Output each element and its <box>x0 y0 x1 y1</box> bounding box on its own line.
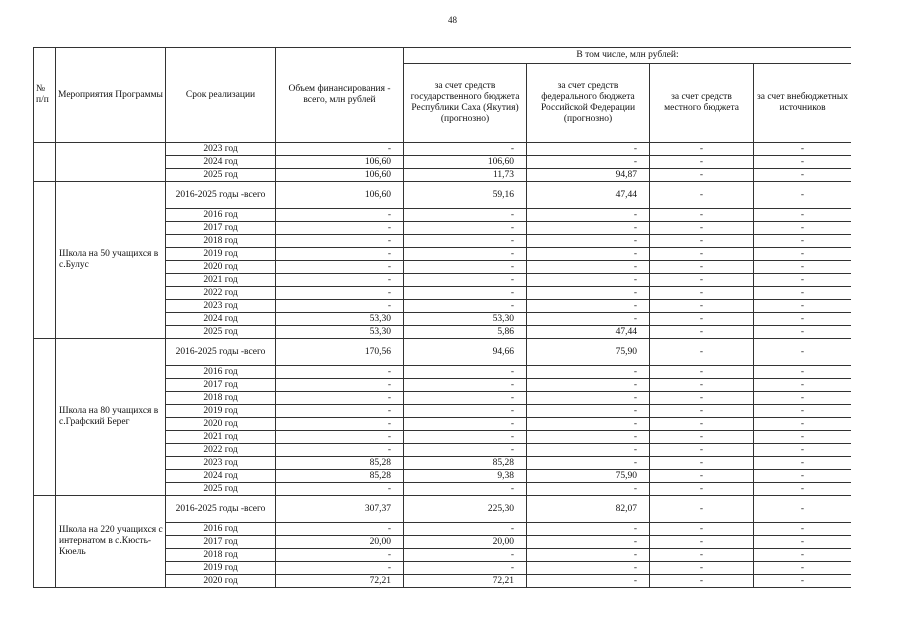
cell-republic: 72,21 <box>404 575 527 588</box>
cell-term: 2018 год <box>166 392 276 405</box>
cell-federal: - <box>527 209 650 222</box>
cell-volume: - <box>276 222 404 235</box>
cell-local: - <box>650 379 754 392</box>
cell-republic: 5,86 <box>404 326 527 339</box>
cell-republic: - <box>404 379 527 392</box>
cell-volume: - <box>276 300 404 313</box>
cell-republic: - <box>404 248 527 261</box>
cell-external: - <box>754 418 852 431</box>
cell-term: 2017 год <box>166 536 276 549</box>
cell-republic: 11,73 <box>404 169 527 182</box>
table-row <box>34 143 852 156</box>
cell-volume: 170,56 <box>276 339 404 366</box>
table-row <box>34 496 852 523</box>
cell-term: 2022 год <box>166 444 276 457</box>
cell-term: 2023 год <box>166 143 276 156</box>
header-name: Мероприятия Программы <box>56 48 166 143</box>
cell-federal: - <box>527 235 650 248</box>
cell-external: - <box>754 222 852 235</box>
cell-external: - <box>754 457 852 470</box>
cell-external: - <box>754 392 852 405</box>
row-index-cell <box>34 339 56 496</box>
cell-term: 2019 год <box>166 405 276 418</box>
cell-external: - <box>754 248 852 261</box>
cell-federal: - <box>527 431 650 444</box>
cell-local: - <box>650 313 754 326</box>
cell-federal: - <box>527 575 650 588</box>
cell-local: - <box>650 235 754 248</box>
cell-volume: - <box>276 287 404 300</box>
cell-local: - <box>650 156 754 169</box>
cell-term: 2016 год <box>166 209 276 222</box>
program-name-cell: Школа на 80 учащихся в с.Графский Берег <box>56 339 166 496</box>
cell-federal: 94,87 <box>527 169 650 182</box>
cell-external: - <box>754 339 852 366</box>
cell-external: - <box>754 562 852 575</box>
cell-term: 2024 год <box>166 313 276 326</box>
cell-term: 2016-2025 годы -всего <box>166 182 276 209</box>
cell-local: - <box>650 444 754 457</box>
cell-local: - <box>650 392 754 405</box>
program-name-cell <box>56 143 166 182</box>
cell-federal: 75,90 <box>527 339 650 366</box>
cell-federal: 47,44 <box>527 182 650 209</box>
cell-volume: - <box>276 248 404 261</box>
cell-federal: - <box>527 261 650 274</box>
cell-volume: 106,60 <box>276 169 404 182</box>
cell-external: - <box>754 235 852 248</box>
cell-volume: - <box>276 392 404 405</box>
cell-volume: 53,30 <box>276 313 404 326</box>
cell-term: 2023 год <box>166 457 276 470</box>
cell-republic: - <box>404 287 527 300</box>
cell-volume: 53,30 <box>276 326 404 339</box>
cell-local: - <box>650 536 754 549</box>
cell-federal: - <box>527 536 650 549</box>
cell-external: - <box>754 379 852 392</box>
cell-term: 2022 год <box>166 287 276 300</box>
header-local: за счет средств местного бюджета <box>650 64 754 143</box>
cell-republic: - <box>404 444 527 457</box>
cell-federal: 75,90 <box>527 470 650 483</box>
cell-federal: - <box>527 444 650 457</box>
cell-external: - <box>754 470 852 483</box>
cell-term: 2021 год <box>166 431 276 444</box>
cell-republic: 94,66 <box>404 339 527 366</box>
cell-republic: - <box>404 523 527 536</box>
cell-term: 2024 год <box>166 470 276 483</box>
cell-local: - <box>650 326 754 339</box>
cell-republic: - <box>404 235 527 248</box>
cell-volume: - <box>276 379 404 392</box>
cell-local: - <box>650 470 754 483</box>
cell-term: 2017 год <box>166 379 276 392</box>
cell-republic: - <box>404 392 527 405</box>
cell-external: - <box>754 405 852 418</box>
cell-federal: - <box>527 156 650 169</box>
cell-local: - <box>650 562 754 575</box>
cell-republic: 225,30 <box>404 496 527 523</box>
cell-volume: 307,37 <box>276 496 404 523</box>
cell-term: 2018 год <box>166 549 276 562</box>
header-index: № п/п <box>34 48 56 143</box>
cell-volume: - <box>276 444 404 457</box>
cell-volume: 85,28 <box>276 457 404 470</box>
cell-federal: - <box>527 274 650 287</box>
table-body <box>34 143 852 588</box>
cell-term: 2016-2025 годы -всего <box>166 339 276 366</box>
cell-external: - <box>754 444 852 457</box>
cell-local: - <box>650 143 754 156</box>
cell-term: 2025 год <box>166 169 276 182</box>
cell-external: - <box>754 536 852 549</box>
cell-federal: - <box>527 483 650 496</box>
cell-volume: - <box>276 483 404 496</box>
cell-volume: - <box>276 366 404 379</box>
cell-external: - <box>754 300 852 313</box>
cell-external: - <box>754 523 852 536</box>
cell-local: - <box>650 575 754 588</box>
cell-federal: - <box>527 418 650 431</box>
cell-local: - <box>650 182 754 209</box>
cell-local: - <box>650 457 754 470</box>
cell-volume: 106,60 <box>276 182 404 209</box>
cell-republic: - <box>404 274 527 287</box>
cell-local: - <box>650 418 754 431</box>
cell-republic: - <box>404 209 527 222</box>
row-index-cell <box>34 143 56 182</box>
cell-volume: - <box>276 405 404 418</box>
cell-republic: - <box>404 143 527 156</box>
program-name-cell: Школа на 220 учащихся с интернатом в с.Кюсть-Кюель <box>56 496 166 588</box>
cell-federal: - <box>527 248 650 261</box>
cell-republic: 53,30 <box>404 313 527 326</box>
cell-external: - <box>754 496 852 523</box>
header-including: В том числе, млн рублей: <box>404 48 852 64</box>
cell-external: - <box>754 209 852 222</box>
header-external: за счет внебюджетных источников <box>754 64 852 143</box>
cell-republic: - <box>404 562 527 575</box>
cell-volume: 72,21 <box>276 575 404 588</box>
cell-federal: - <box>527 392 650 405</box>
cell-volume: - <box>276 549 404 562</box>
cell-republic: 20,00 <box>404 536 527 549</box>
cell-local: - <box>650 366 754 379</box>
header-republic: за счет средств государственного бюджета Республики Саха (Якутия) (прогнозно) <box>404 64 527 143</box>
cell-federal: - <box>527 287 650 300</box>
cell-term: 2019 год <box>166 562 276 575</box>
cell-volume: 106,60 <box>276 156 404 169</box>
cell-local: - <box>650 209 754 222</box>
cell-republic: - <box>404 222 527 235</box>
cell-term: 2020 год <box>166 261 276 274</box>
cell-volume: - <box>276 235 404 248</box>
cell-term: 2016-2025 годы -всего <box>166 496 276 523</box>
cell-republic: - <box>404 366 527 379</box>
header-federal: за счет средств федерального бюджета Российской Федерации (прогнозно) <box>527 64 650 143</box>
cell-republic: - <box>404 418 527 431</box>
cell-republic: - <box>404 261 527 274</box>
cell-republic: - <box>404 549 527 562</box>
cell-term: 2016 год <box>166 523 276 536</box>
cell-local: - <box>650 261 754 274</box>
cell-volume: - <box>276 143 404 156</box>
row-index-cell <box>34 496 56 588</box>
cell-term: 2025 год <box>166 483 276 496</box>
cell-federal: - <box>527 405 650 418</box>
table-row <box>34 339 852 366</box>
cell-local: - <box>650 431 754 444</box>
cell-local: - <box>650 483 754 496</box>
financing-table-sheet <box>33 47 851 640</box>
cell-volume: - <box>276 209 404 222</box>
cell-external: - <box>754 549 852 562</box>
cell-federal: - <box>527 300 650 313</box>
cell-federal: 82,07 <box>527 496 650 523</box>
cell-federal: - <box>527 313 650 326</box>
cell-volume: - <box>276 418 404 431</box>
cell-external: - <box>754 182 852 209</box>
cell-republic: - <box>404 405 527 418</box>
cell-volume: - <box>276 261 404 274</box>
cell-republic: - <box>404 431 527 444</box>
row-index-cell <box>34 182 56 339</box>
cell-term: 2025 год <box>166 326 276 339</box>
cell-republic: 59,16 <box>404 182 527 209</box>
header-term: Срок реализации <box>166 48 276 143</box>
cell-external: - <box>754 366 852 379</box>
cell-external: - <box>754 326 852 339</box>
cell-external: - <box>754 575 852 588</box>
cell-local: - <box>650 274 754 287</box>
cell-term: 2020 год <box>166 418 276 431</box>
cell-volume: - <box>276 431 404 444</box>
cell-term: 2023 год <box>166 300 276 313</box>
cell-federal: - <box>527 457 650 470</box>
cell-volume: 85,28 <box>276 470 404 483</box>
cell-term: 2024 год <box>166 156 276 169</box>
cell-external: - <box>754 431 852 444</box>
cell-local: - <box>650 496 754 523</box>
cell-term: 2020 год <box>166 575 276 588</box>
cell-external: - <box>754 143 852 156</box>
header-volume: Объем финансирования - всего, млн рублей <box>276 48 404 143</box>
program-name-cell: Школа на 50 учащихся в с.Булус <box>56 182 166 339</box>
table-row <box>34 182 852 209</box>
cell-federal: - <box>527 143 650 156</box>
cell-external: - <box>754 287 852 300</box>
cell-federal: - <box>527 379 650 392</box>
cell-federal: 47,44 <box>527 326 650 339</box>
cell-volume: - <box>276 274 404 287</box>
cell-external: - <box>754 156 852 169</box>
cell-local: - <box>650 339 754 366</box>
cell-republic: 9,38 <box>404 470 527 483</box>
cell-term: 2021 год <box>166 274 276 287</box>
cell-republic: - <box>404 300 527 313</box>
cell-volume: - <box>276 562 404 575</box>
cell-local: - <box>650 405 754 418</box>
cell-local: - <box>650 169 754 182</box>
cell-external: - <box>754 483 852 496</box>
cell-republic: 106,60 <box>404 156 527 169</box>
cell-term: 2018 год <box>166 235 276 248</box>
cell-federal: - <box>527 562 650 575</box>
cell-republic: - <box>404 483 527 496</box>
cell-federal: - <box>527 523 650 536</box>
cell-volume: 20,00 <box>276 536 404 549</box>
cell-external: - <box>754 274 852 287</box>
cell-republic: 85,28 <box>404 457 527 470</box>
cell-term: 2017 год <box>166 222 276 235</box>
cell-federal: - <box>527 366 650 379</box>
cell-term: 2019 год <box>166 248 276 261</box>
cell-local: - <box>650 523 754 536</box>
cell-local: - <box>650 222 754 235</box>
cell-local: - <box>650 287 754 300</box>
cell-volume: - <box>276 523 404 536</box>
cell-local: - <box>650 549 754 562</box>
cell-external: - <box>754 313 852 326</box>
cell-local: - <box>650 248 754 261</box>
cell-external: - <box>754 261 852 274</box>
financing-table <box>33 47 851 588</box>
cell-external: - <box>754 169 852 182</box>
cell-federal: - <box>527 549 650 562</box>
cell-federal: - <box>527 222 650 235</box>
cell-term: 2016 год <box>166 366 276 379</box>
cell-local: - <box>650 300 754 313</box>
page-number: 48 <box>448 15 457 25</box>
